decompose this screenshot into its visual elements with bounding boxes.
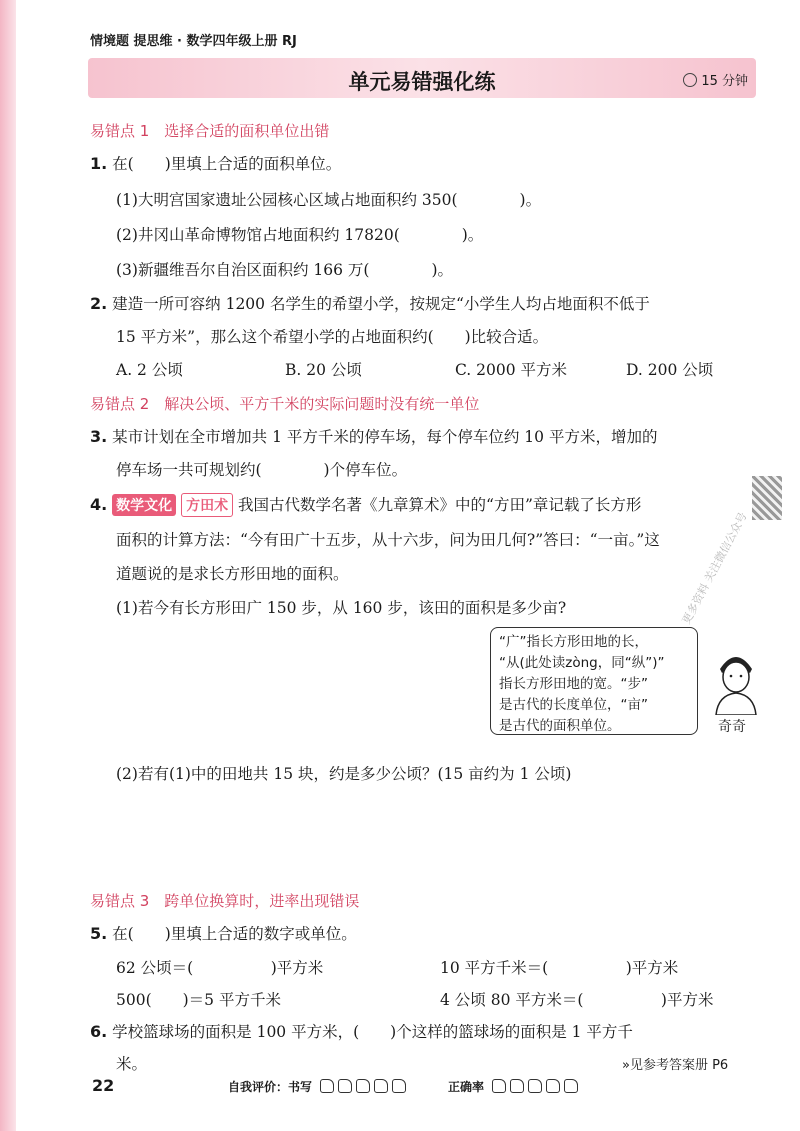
self-eval-label: 自我评价：书写 (228, 1080, 313, 1094)
option-b: B. 20 公顷 (285, 361, 362, 379)
hint-line: “从(此处读zòng，同“纵”)” (499, 655, 665, 671)
watermark: 更多资料 关注微信公众号 (679, 510, 750, 627)
page-edge (0, 0, 16, 1131)
answer-reference: »见参考答案册 P6 (622, 1058, 729, 1073)
question-number: 2. (90, 294, 108, 313)
accuracy-rating (448, 1078, 578, 1095)
thumb-icon[interactable] (528, 1079, 542, 1093)
question-2 (90, 292, 650, 314)
question-line: 15 平方米”，那么这个希望小学的占地面积约( )比较合适。 (116, 328, 549, 346)
thumb-icon[interactable] (338, 1079, 352, 1093)
q5-blank-4: 4 公顷 80 平方米＝( )平方米 (440, 991, 714, 1009)
thumb-icon[interactable] (492, 1079, 506, 1093)
section-title: 单元易错强化练 (348, 70, 496, 94)
thumb-icon[interactable] (356, 1079, 370, 1093)
question-line: 学校篮球场的面积是 100 平方米，( )个这样的篮球场的面积是 1 平方千 (112, 1023, 633, 1041)
question-6 (90, 1020, 633, 1042)
thumb-icon[interactable] (374, 1079, 388, 1093)
tag-math-culture: 数学文化 (112, 494, 176, 516)
question-line: 我国古代数学名著《九章算术》中的“方田”章记载了长方形 (238, 496, 642, 514)
question-number: 5. (90, 924, 108, 943)
character-name: 奇奇 (718, 719, 746, 735)
option-a: A. 2 公顷 (116, 361, 183, 379)
section-banner (88, 58, 756, 98)
option-c: C. 2000 平方米 (455, 361, 568, 379)
question-number: 3. (90, 427, 108, 446)
q1-item-2: (2)井冈山革命博物馆占地面积约 17820( )。 (116, 226, 484, 244)
hint-line: 指长方形田地的宽。“步” (499, 676, 648, 692)
accuracy-label: 正确率 (448, 1080, 485, 1094)
hint-bubble (490, 627, 698, 735)
q5-blank-2: 10 平方千米＝( )平方米 (440, 959, 679, 977)
q1-item-1: (1)大明宫国家遗址公园核心区域占地面积约 350( )。 (116, 191, 542, 209)
hint-line: “广”指长方形田地的长， (499, 634, 648, 650)
question-stem: 在( )里填上合适的数字或单位。 (112, 925, 357, 943)
error-point-2: 易错点 2 解决公顷、平方千米的实际问题时没有统一单位 (90, 395, 480, 413)
question-line: 面积的计算方法：“今有田广十五步，从十六步，问为田几何?”答曰：“一亩。”这 (116, 531, 660, 549)
q5-blank-3: 500( )＝5 平方千米 (116, 991, 281, 1009)
q1-item-3: (3)新疆维吾尔自治区面积约 166 万( )。 (116, 261, 453, 279)
error-point-1: 易错点 1 选择合适的面积单位出错 (90, 122, 330, 140)
book-header: 情境题 提思维 · 数学四年级上册 RJ (90, 34, 297, 49)
character-illustration (710, 645, 762, 715)
clock-icon (683, 73, 697, 87)
question-stem: 在( )里填上合适的面积单位。 (112, 155, 342, 173)
question-line: 道题说的是求长方形田地的面积。 (116, 565, 349, 583)
question-3 (90, 425, 657, 447)
option-d: D. 200 公顷 (626, 361, 714, 379)
thumb-icon[interactable] (510, 1079, 524, 1093)
question-1 (90, 152, 341, 174)
qr-code (752, 476, 782, 520)
question-5 (90, 922, 357, 944)
question-number: 1. (90, 154, 108, 173)
thumb-icon[interactable] (564, 1079, 578, 1093)
tag-fangtian: 方田术 (181, 493, 233, 517)
q5-blank-1: 62 公顷＝( )平方米 (116, 959, 324, 977)
hint-line: 是古代的长度单位，“亩” (499, 697, 648, 713)
question-line: 停车场一共可规划约( )个停车位。 (116, 461, 408, 479)
time-limit (683, 70, 748, 89)
question-line: 米。 (116, 1055, 148, 1073)
error-point-3: 易错点 3 跨单位换算时，进率出现错误 (90, 892, 360, 910)
hint-line: 是古代的面积单位。 (499, 718, 621, 734)
self-evaluation (228, 1078, 406, 1095)
thumb-icon[interactable] (320, 1079, 334, 1093)
question-line: 建造一所可容纳 1200 名学生的希望小学，按规定“小学生人均占地面积不低于 (112, 295, 650, 313)
thumb-icon[interactable] (392, 1079, 406, 1093)
time-label: 15 分钟 (701, 74, 748, 89)
q4-sub-2: (2)若有(1)中的田地共 15 块，约是多少公顷？(15 亩约为 1 公顷) (116, 765, 572, 783)
q4-sub-1: (1)若今有长方形田广 150 步，从 160 步，该田的面积是多少亩? (116, 599, 567, 617)
question-number: 6. (90, 1022, 108, 1041)
thumb-icon[interactable] (546, 1079, 560, 1093)
question-number: 4. (90, 495, 108, 514)
question-line: 某市计划在全市增加共 1 平方千米的停车场，每个停车位约 10 平方米，增加的 (112, 428, 658, 446)
question-4 (90, 493, 641, 517)
page-number: 22 (92, 1076, 115, 1095)
